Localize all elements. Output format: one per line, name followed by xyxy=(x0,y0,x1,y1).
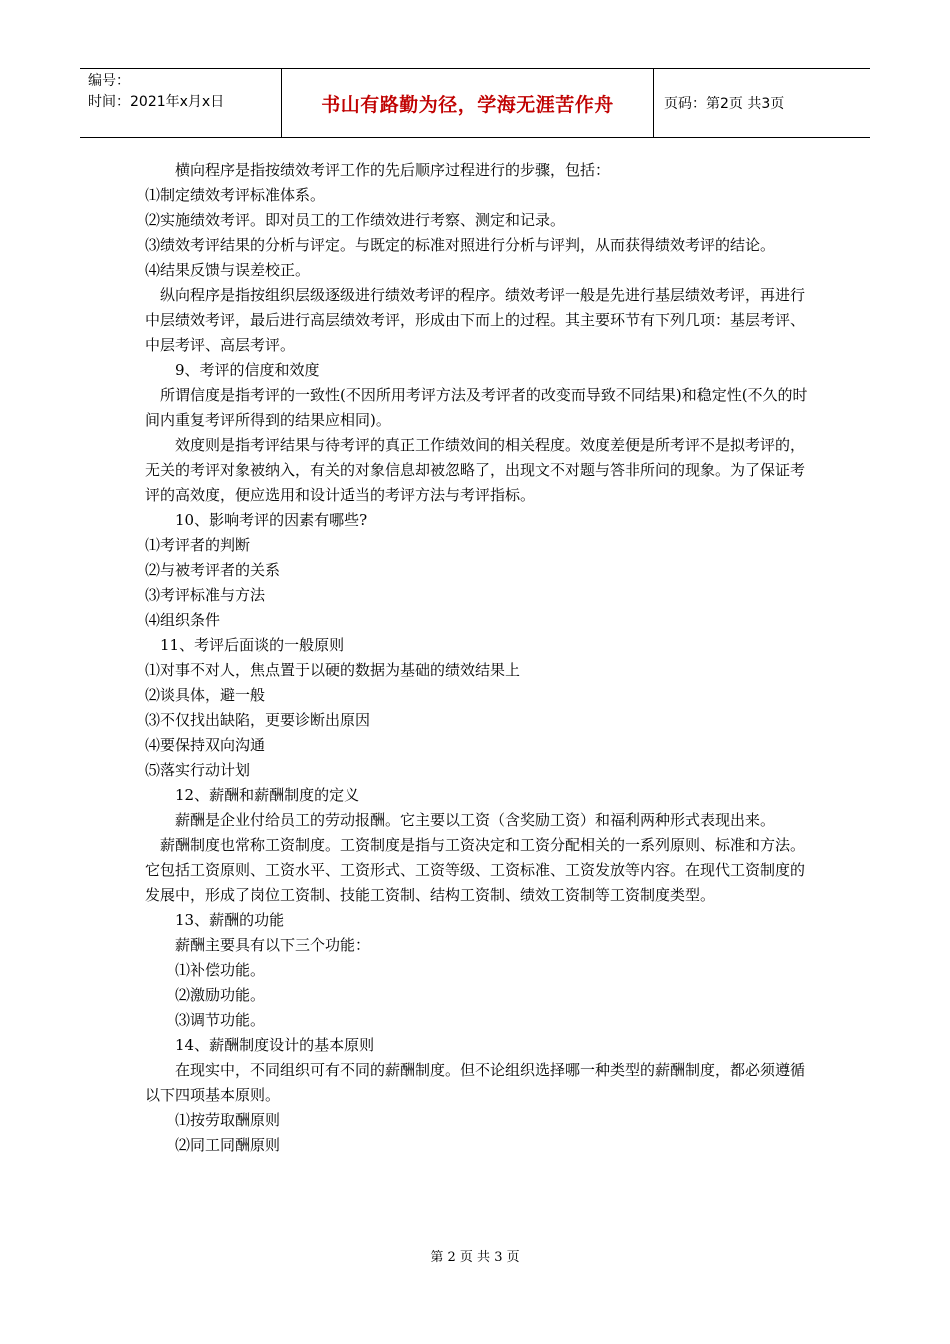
page-info: 页码：第2页 共3页 xyxy=(664,96,785,112)
header-left-cell xyxy=(80,69,282,137)
paragraph: ⑷要保持双向沟通 xyxy=(145,736,266,754)
paragraph: 所谓信度是指考评的一致性(不因所用考评方法及考评者的改变而导致不同结果)和稳定性(不久的时间内重复考评所得到的结果应相同)。 xyxy=(145,386,808,429)
paragraph: 薪酬是企业付给员工的劳动报酬。它主要以工资（含奖励工资）和福利两种形式表现出来。 xyxy=(175,811,776,829)
paragraph: ⑵实施绩效考评。即对员工的工作绩效进行考察、测定和记录。 xyxy=(145,211,566,229)
paragraph: ⑴对事不对人，焦点置于以硬的数据为基础的绩效结果上 xyxy=(145,661,521,679)
paragraph: 纵向程序是指按组织层级逐级进行绩效考评的程序。绩效考评一般是先进行基层绩效考评，再进行中层绩效考评，最后进行高层绩效考评，形成由下而上的过程。其主要环节有下列几项：基层考评、中层考评、高层考评。 xyxy=(145,286,806,354)
paragraph: ⑴考评者的判断 xyxy=(145,536,251,554)
paragraph: 横向程序是指按绩效考评工作的先后顺序过程进行的步骤，包括： xyxy=(175,161,611,179)
paragraph: ⑴制定绩效考评标准体系。 xyxy=(145,186,326,204)
paragraph: ⑵激励功能。 xyxy=(175,986,266,1004)
page-footer: 第 2 页 共 3 页 xyxy=(430,1250,520,1265)
paragraph: 效度则是指考评结果与待考评的真正工作绩效间的相关程度。效度差便是所考评不是拟考评的，无关的考评对象被纳入，有关的对象信息却被忽略了，出现文不对题与答非所问的现象。为了保证考评的高效度，便应选用和设计适当的考评方法与考评指标。 xyxy=(145,436,806,504)
paragraph: 13、薪酬的功能 xyxy=(175,911,285,929)
paragraph: ⑵谈具体，避一般 xyxy=(145,686,266,704)
paragraph: ⑷组织条件 xyxy=(145,611,221,629)
paragraph: 10、影响考评的因素有哪些? xyxy=(175,511,368,529)
paragraph: 9、考评的信度和效度 xyxy=(175,361,320,379)
paragraph: 14、薪酬制度设计的基本原则 xyxy=(175,1036,375,1054)
paragraph: ⑵同工同酬原则 xyxy=(175,1136,281,1154)
paragraph: 在现实中，不同组织可有不同的薪酬制度。但不论组织选择哪一种类型的薪酬制度，都必须遵循以下四项基本原则。 xyxy=(145,1061,806,1104)
paragraph: ⑶不仅找出缺陷，更要诊断出原因 xyxy=(145,711,371,729)
paragraph: ⑸落实行动计划 xyxy=(145,761,251,779)
paragraph: 12、薪酬和薪酬制度的定义 xyxy=(175,786,360,804)
motto: 书山有路勤为径，学海无涯苦作舟 xyxy=(282,69,654,137)
date-line: 时间：2021年x月x日 xyxy=(88,94,225,110)
document-body xyxy=(145,158,809,1158)
paragraph: ⑴按劳取酬原则 xyxy=(175,1111,281,1129)
page-header xyxy=(80,68,870,138)
paragraph: ⑷结果反馈与误差校正。 xyxy=(145,261,311,279)
paragraph: ⑶考评标准与方法 xyxy=(145,586,266,604)
number-label: 编号： xyxy=(88,73,130,89)
paragraph: 11、考评后面谈的一般原则 xyxy=(160,636,345,654)
paragraph: ⑶绩效考评结果的分析与评定。与既定的标准对照进行分析与评判，从而获得绩效考评的结论。 xyxy=(145,236,776,254)
paragraph: ⑵与被考评者的关系 xyxy=(145,561,281,579)
paragraph: 薪酬制度也常称工资制度。工资制度是指与工资决定和工资分配相关的一系列原则、标准和方法。它包括工资原则、工资水平、工资形式、工资等级、工资标准、工资发放等内容。在现代工资制度的发展中，形成了岗位工资制、技能工资制、结构工资制、绩效工资制等工资制度类型。 xyxy=(145,836,806,904)
paragraph: 薪酬主要具有以下三个功能： xyxy=(175,936,371,954)
paragraph: ⑶调节功能。 xyxy=(175,1011,266,1029)
paragraph: ⑴补偿功能。 xyxy=(175,961,266,979)
